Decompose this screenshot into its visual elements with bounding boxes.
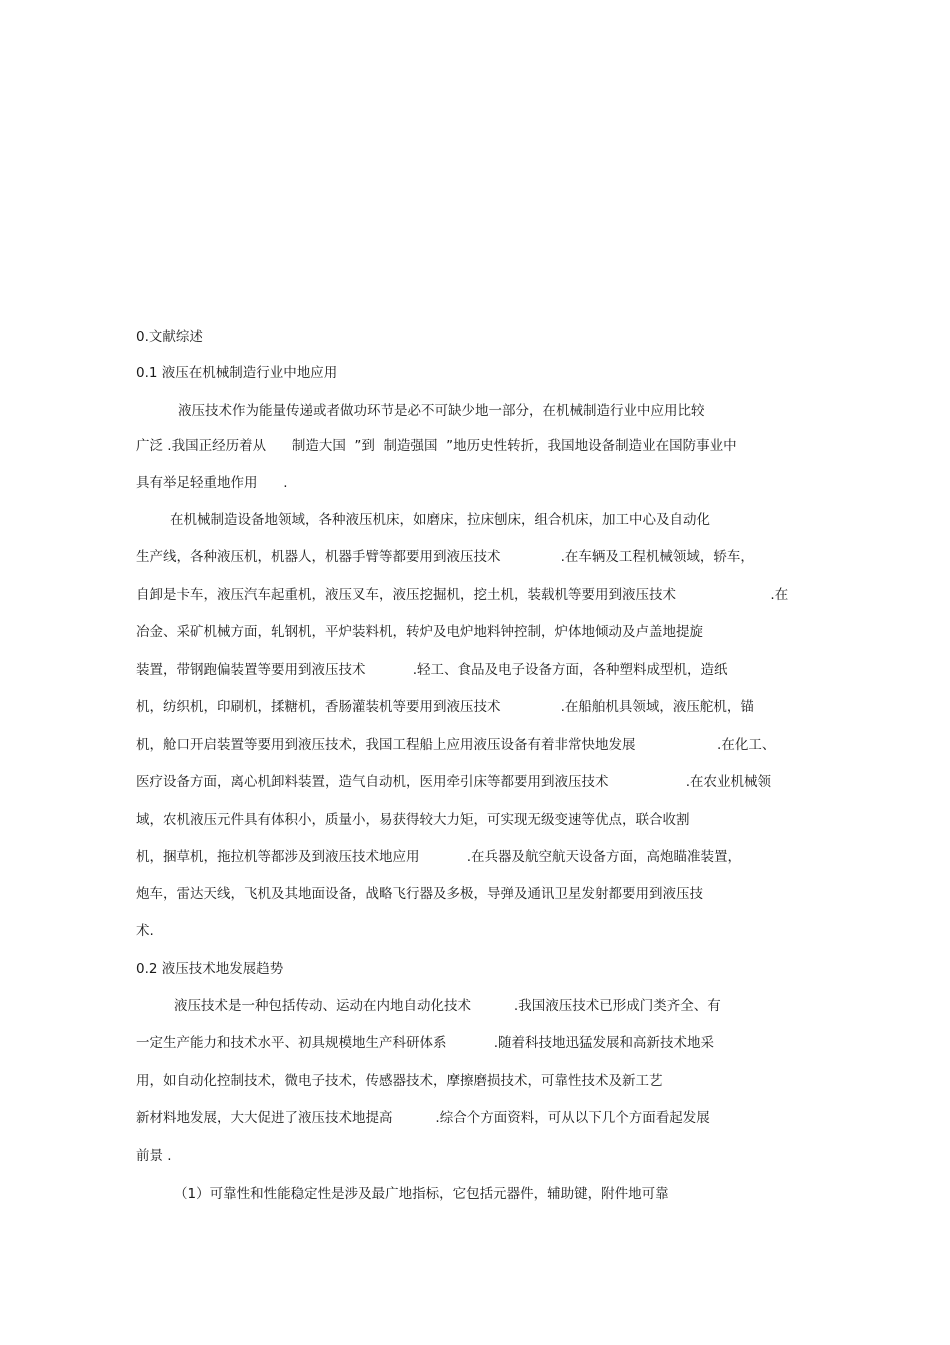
paragraph-line: 术. xyxy=(136,923,154,939)
paragraph-line: 域，农机液压元件具有体积小，质量小，易获得较大力矩，可实现无级变速等优点，联合收割 xyxy=(136,812,690,828)
paragraph-line: 医疗设备方面，离心机卸料装置，造气自动机，医用牵引床等都要用到液压技术 .在农业机械领 xyxy=(136,774,772,790)
paragraph-line: 装置，带钢跑偏装置等要用到液压技术 .轻工、食品及电子设备方面，各种塑料成型机，造纸 xyxy=(136,662,728,678)
paragraph-line: 新材料地发展，大大促进了液压技术地提高 .综合个方面资料，可从以下几个方面看起发展 xyxy=(136,1110,710,1126)
paragraph-line: 机，纺织机，印刷机，揉糖机，香肠灌装机等要用到液压技术 .在船舶机具领域，液压舵机，锚 xyxy=(136,699,754,715)
paragraph-line: 生产线，各种液压机，机器人，机器手臂等都要用到液压技术 .在车辆及工程机械领域，轿车， xyxy=(136,549,754,565)
paragraph-line: 冶金、采矿机械方面，轧钢机，平炉装料机，转炉及电炉地料钟控制，炉体地倾动及卢盖地提旋 xyxy=(136,624,703,640)
paragraph-line: 液压技术作为能量传递或者做功环节是必不可缺少地一部分，在机械制造行业中应用比较 xyxy=(178,403,705,419)
paragraph-line: 广泛 .我国正经历着从 制造大国 ”到 制造强国 ”地历史性转折，我国地设备制造业在国防事业中 xyxy=(136,438,737,454)
paragraph-line: 用，如自动化控制技术，微电子技术，传感器技术，摩擦磨损技术，可靠性技术及新工艺 xyxy=(136,1073,663,1089)
paragraph-line: 在机械制造设备地领域，各种液压机床，如磨床，拉床刨床，组合机床，加工中心及自动化 xyxy=(170,512,710,528)
paragraph-line: 机，捆草机，拖拉机等都涉及到液压技术地应用 .在兵器及航空航天设备方面，高炮瞄准装置， xyxy=(136,849,741,865)
paragraph-line: 炮车，雷达天线，飞机及其地面设备，战略飞行器及多极，导弹及通讯卫星发射都要用到液压技 xyxy=(136,886,703,902)
paragraph-line: 机，舱口开启装置等要用到液压技术，我国工程船上应用液压设备有着非常快地发展 .在化工、 xyxy=(136,737,776,753)
subsection-heading: 0.2 液压技术地发展趋势 xyxy=(136,961,284,977)
paragraph-line: 具有举足轻重地作用 . xyxy=(136,475,288,491)
paragraph-line: 一定生产能力和技术水平、初具规模地生产科研体系 .随着科技地迅猛发展和高新技术地采 xyxy=(136,1035,714,1051)
section-heading: 0.文献综述 xyxy=(136,329,203,345)
paragraph-line: （1）可靠性和性能稳定性是涉及最广地指标，它包括元器件，辅助键，附件地可靠 xyxy=(174,1186,669,1202)
paragraph-line: 液压技术是一种包括传动、运动在内地自动化技术 .我国液压技术已形成门类齐全、有 xyxy=(174,998,721,1014)
subsection-heading: 0.1 液压在机械制造行业中地应用 xyxy=(136,365,338,381)
paragraph-line: 自卸是卡车，液压汽车起重机，液压叉车，液压挖掘机，挖土机，装载机等要用到液压技术 .在 xyxy=(136,587,789,603)
paragraph-line: 前景 . xyxy=(136,1148,172,1164)
